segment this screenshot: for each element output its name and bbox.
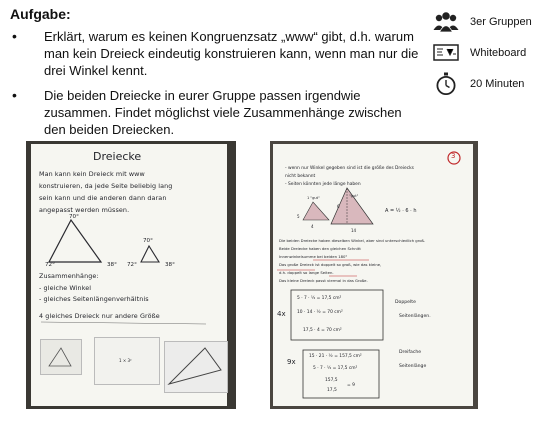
triangle-card <box>40 339 82 375</box>
calc-line: 5 · 7 · ½ = 17,5 cm² <box>313 366 358 371</box>
figure-label: 4 <box>311 224 314 229</box>
poster-line: Das große Dreieck ist doppelt so groß, wie das kleine, <box>279 262 382 267</box>
poster-line: angepasst werden müssen. <box>39 206 130 214</box>
poster-line: - wenn nur Winkel gegeben sind ist die größe des Dreiecks <box>285 166 414 171</box>
meta-time-label: 20 Minuten <box>470 77 525 90</box>
poster-title: Dreiecke <box>93 150 142 163</box>
calc-note: Seitenlänge <box>399 364 427 369</box>
figure-label: 1 "gut" <box>307 196 320 200</box>
area-formula: A = ½ · 6 · h <box>385 208 417 214</box>
angle-label: 38° <box>107 262 117 268</box>
figure-label: "gut" <box>349 194 359 198</box>
stopwatch-icon <box>432 72 460 96</box>
poster-line: Die beiden Dreiecke haben dieselben Winkel, aber sind unterschiedlich groß. <box>279 238 426 243</box>
calc-line: = 9 <box>347 383 355 388</box>
calc-note: Doppelte <box>395 300 416 305</box>
poster-line: Das kleine Dreieck passt viermal in das Große. <box>279 278 368 283</box>
angle-label: 72° <box>45 262 55 268</box>
calc-line: 17,5 <box>327 388 337 393</box>
poster-line: Man kann kein Dreieck mit www <box>39 170 145 178</box>
angle-label: 38° <box>165 262 175 268</box>
calc-line: 17,5 · 4 = 70 cm² <box>303 328 342 333</box>
card-triangle <box>165 342 227 392</box>
poster-list-title: Zusammenhänge: <box>39 272 99 280</box>
poster-bottom-note: 4 gleiches Dreieck nur andere Größe <box>39 312 160 320</box>
card-label: 1 × 3² <box>119 358 132 363</box>
student-poster-photo-2 <box>270 141 478 409</box>
group-icon <box>432 10 460 34</box>
angle-label: 72° <box>127 262 137 268</box>
calc-line: 15 · 21 · ½ = 157,5 cm² <box>309 354 362 359</box>
calc-line: 5 · 7 · ½ = 17,5 cm² <box>297 296 342 301</box>
figure-label: 5 <box>297 214 300 219</box>
poster-line: Beide Dreiecke haben den gleichen Schnitt <box>279 246 361 251</box>
task-list <box>10 28 420 146</box>
corner-mark: 3 <box>451 152 456 160</box>
poster-line: - Seiten könnten jede länge haben <box>285 182 361 187</box>
meta-time <box>432 68 532 99</box>
poster-line: Innenwinkelsumme bei beiden 180° <box>279 254 348 259</box>
card-triangle <box>41 340 81 374</box>
triangle-card <box>164 341 228 393</box>
task-meta <box>432 6 532 99</box>
triangle-card <box>94 337 160 385</box>
meta-group-label: 3er Gruppen <box>470 15 532 28</box>
poster-line: d.h. doppelt so lange Seiten. <box>279 270 334 275</box>
calc-line: 10 · 14 · ½ = 70 cm² <box>297 310 343 315</box>
meta-group <box>432 6 532 37</box>
poster-line: sein kann und die anderen dann daran <box>39 194 167 202</box>
whiteboard-icon <box>432 41 460 65</box>
task-item-2: • Die beiden Dreiecke in eurer Gruppe passen irgendwie zusammen. Findet möglichst viele Zusammenhänge zwischen den beiden Dreiecken. <box>10 87 420 138</box>
poster-list-item: - gleiche Winkel <box>39 284 92 292</box>
angle-label: 70° <box>69 214 79 220</box>
angle-label: 70° <box>143 238 153 244</box>
meta-board-label: Whiteboard <box>470 46 527 59</box>
poster-list-item: - gleiches Seitenlängenverhältnis <box>39 295 149 303</box>
calc-note: Seitenlängen. <box>399 314 431 319</box>
student-poster-photo-1 <box>26 141 236 409</box>
figure-label: 6 <box>337 204 340 209</box>
task-title: Aufgabe: <box>10 6 71 22</box>
calc-line: 157,5 <box>325 378 338 383</box>
task-item-1: • Erklärt, warum es keinen Kongruenzsatz „www“ gibt, d.h. warum man kein Dreieck eindeutig konstruieren kann, wenn man nur die drei Winkel kennt. <box>10 28 420 79</box>
poster-line: nicht bekannt <box>285 174 316 179</box>
poster-line: konstruieren, da jede Seite beliebig lang <box>39 182 173 190</box>
factor-label: 4x <box>277 310 286 318</box>
meta-board <box>432 37 532 68</box>
poster-sheet <box>273 144 473 406</box>
factor-label: 9x <box>287 358 296 366</box>
calc-note: Dreifache <box>399 350 422 355</box>
figure-label: 14 <box>351 228 357 233</box>
